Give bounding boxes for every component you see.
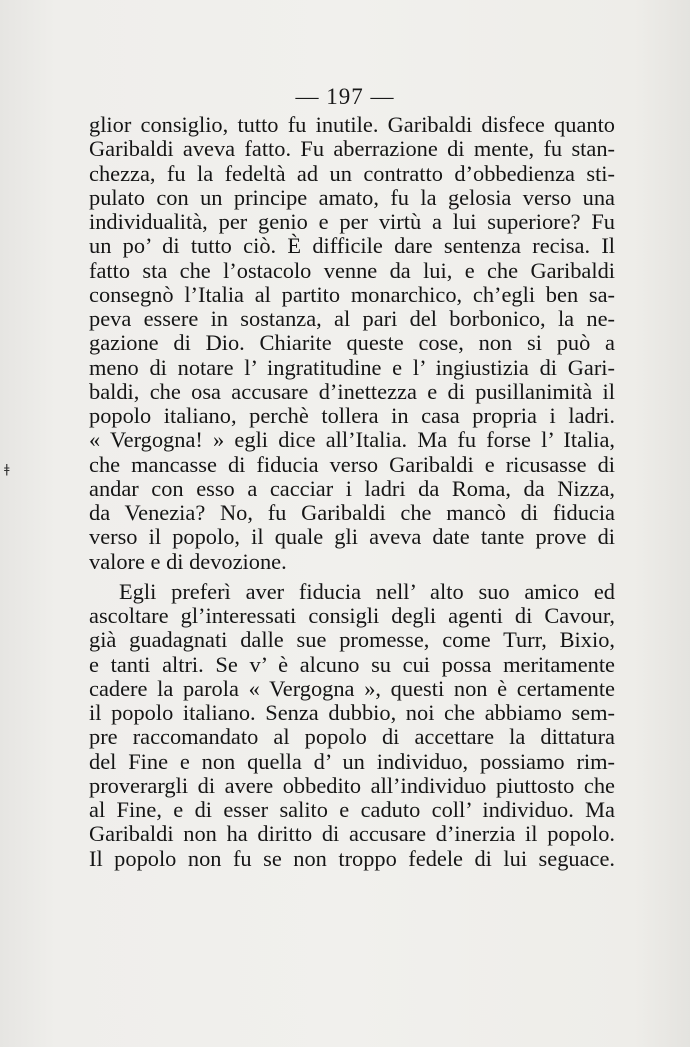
paragraph-2 bbox=[89, 580, 615, 871]
text-line: meno di notare l’ ingratitudine e l’ ingiustizia di Gari- bbox=[89, 354, 615, 380]
text-line: che mancasse di fiducia verso Garibaldi e ricusasse di bbox=[89, 451, 615, 477]
text-line: ascoltare gl’interessati consigli degli agenti di Cavour, bbox=[89, 603, 615, 628]
text-line: e tanti altri. Se v’ è alcuno su cui possa meritamente bbox=[89, 651, 615, 677]
text-line: andar con esso a cacciar i ladri da Roma, da Nizza, bbox=[89, 475, 615, 501]
text-line: cadere la parola « Vergogna », questi non è certamente bbox=[89, 675, 615, 701]
text-line: Garibaldi aveva fatto. Fu aberrazione di mente, fu stan- bbox=[89, 136, 615, 162]
text-line: baldi, che osa accusare d’inettezza e di pusillanimità il bbox=[89, 378, 615, 404]
text-line: glior consiglio, tutto fu inutile. Garibaldi disfece quanto bbox=[89, 112, 615, 137]
text-line: popolo italiano, perchè tollera in casa propria i ladri. bbox=[89, 403, 615, 428]
text-line: un po’ di tutto ciò. È difficile dare sentenza recisa. Il bbox=[89, 233, 615, 259]
text-line: consegnò l’Italia al partito monarchico, ch’egli ben sa- bbox=[89, 281, 615, 307]
text-line: del Fine e non quella d’ un individuo, possiamo rim- bbox=[89, 748, 615, 774]
text-line: al Fine, e di esser salito e caduto coll’ individuo. Ma bbox=[89, 797, 615, 822]
paragraph-1 bbox=[89, 113, 615, 574]
text-line: proverargli di avere obbedito all’individuo piuttosto che bbox=[89, 772, 615, 798]
body-text bbox=[89, 113, 615, 871]
text-line: pre raccomandato al popolo di accettare la dittatura bbox=[89, 724, 615, 750]
text-line: valore e di devozione. bbox=[89, 548, 287, 574]
text-line: Il popolo non fu se non troppo fedele di lui seguace. bbox=[89, 845, 615, 871]
text-line: « Vergogna! » egli dice all’Italia. Ma fu forse l’ Italia, bbox=[89, 427, 615, 453]
margin-mark: ǂ bbox=[4, 462, 10, 476]
text-line: peva essere in sostanza, al pari del borbonico, la ne- bbox=[89, 306, 615, 331]
text-line: gazione di Dio. Chiarite queste cose, non si può a bbox=[89, 330, 615, 356]
text-line: fatto sta che l’ostacolo venne da lui, e che Garibaldi bbox=[89, 257, 615, 283]
text-line: già guadagnati dalle sue promesse, come Turr, Bixio, bbox=[89, 627, 615, 653]
text-line: verso il popolo, il quale gli aveva date tante prove di bbox=[89, 524, 615, 550]
page-number: — 197 — bbox=[295, 84, 395, 109]
text-line: Egli preferì aver fiducia nell’ alto suo amico ed bbox=[119, 578, 615, 604]
text-line: individualità, per genio e per virtù a lui superiore? Fu bbox=[89, 209, 615, 234]
text-line: pulato con un principe amato, fu la gelosia verso una bbox=[89, 184, 615, 210]
text-line: da Venezia? No, fu Garibaldi che mancò di fiducia bbox=[89, 500, 615, 525]
text-line: Garibaldi non ha diritto di accusare d’inerzia il popolo. bbox=[89, 821, 615, 847]
text-line: chezza, fu la fedeltà ad un contratto d’obbedienza sti- bbox=[89, 160, 615, 186]
text-line: il popolo italiano. Senza dubbio, noi che abbiamo sem- bbox=[89, 700, 615, 725]
